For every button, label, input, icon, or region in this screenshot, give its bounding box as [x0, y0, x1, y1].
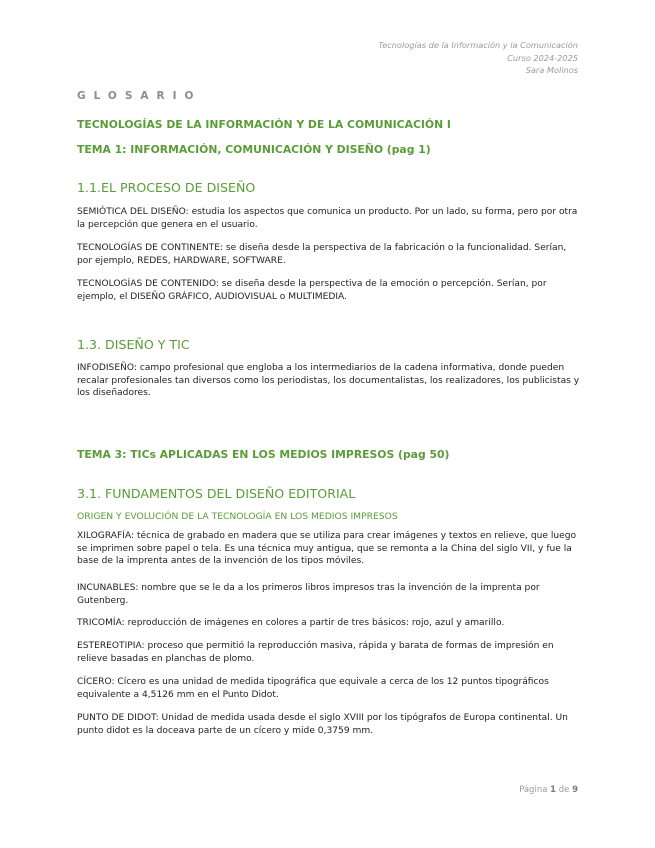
glossary-entry-tecnologias-continente: TECNOLOGÍAS DE CONTINENTE: se diseña desde la perspectiva de la fabricación o la funcionalidad. Serían, por ejemplo, REDES, HARDWARE, SOFTWARE.	[77, 243, 567, 266]
section-1-3-heading: 1.3. DISEÑO Y TIC	[77, 337, 190, 352]
tema3-heading: TEMA 3: TICs APLICADAS EN LOS MEDIOS IMPRESOS (pag 50)	[77, 448, 450, 461]
glossary-entry-semiotica: SEMIÓTICA DEL DISEÑO: estudia los aspectos que comunica un producto. Por un lado, su forma, pero por otra la percepción que genera en el usuario.	[77, 207, 578, 230]
glossary-entry-cicero: CÍCERO: Cícero es una unidad de medida tipográfica que equivale a cerca de los 12 puntos tipográficos equivalente a 4,5126 mm en el Punto Didot.	[77, 677, 549, 700]
page-total: 9	[572, 785, 578, 795]
section-3-1-heading: 3.1. FUNDAMENTOS DEL DISEÑO EDITORIAL	[77, 486, 356, 501]
glossary-entry-estereotipia: ESTEREOTIPIA: proceso que permitió la reproducción masiva, rápida y barata de formas de impresión en relieve basadas en planchas de plomo.	[77, 641, 554, 664]
tema1-heading: TEMA 1: INFORMACIÓN, COMUNICACIÓN Y DISEÑO (pag 1)	[77, 143, 431, 156]
glossary-entry-infodiseno: INFODISEÑO: campo profesional que engloba a los intermediarios de la cadena informativa, donde pueden recalar profesionales tan diversos como los periodistas, los documentalistas, los realizadores, los publicistas y los diseñadores.	[77, 363, 580, 399]
header-author: Sara Molinos	[525, 65, 578, 75]
page-word: Página	[519, 785, 548, 795]
glossary-entry-tricomia: TRICOMÍA: reproducción de imágenes en colores a partir de tres básicos: rojo, azul y amarillo.	[77, 618, 505, 628]
glossary-entry-tecnologias-contenido: TECNOLOGÍAS DE CONTENIDO: se diseña desde la perspectiva de la emoción o percepción. Serían, por ejemplo, el DISEÑO GRÁFICO, AUDIOVISUAL o MULTIMEDIA.	[77, 279, 547, 302]
subject-title: TECNOLOGÍAS DE LA INFORMACIÓN Y DE LA COMUNICACIÓN I	[77, 118, 451, 131]
page-current: 1	[550, 785, 557, 795]
glossary-title: GLOSARIO	[77, 90, 202, 102]
glossary-entry-incunables: INCUNABLES: nombre que se le da a los primeros libros impresos tras la invención de la imprenta por Gutenberg.	[77, 583, 540, 606]
header-course-name: Tecnologías de la Información y la Comunicación	[378, 40, 578, 50]
section-1-1-heading: 1.1.EL PROCESO DE DISEÑO	[77, 180, 256, 195]
page-footer	[519, 785, 578, 795]
page-of: de	[558, 785, 570, 795]
subsection-origen-heading: ORIGEN Y EVOLUCIÓN DE LA TECNOLOGÍA EN LOS MEDIOS IMPRESOS	[77, 511, 398, 522]
document-header	[378, 39, 578, 77]
glossary-entry-punto-didot: PUNTO DE DIDOT: Unidad de medida usada desde el siglo XVIII por los tipógrafos de Europa continental. Un punto didot es la doceava parte de un cícero y mide 0,3759 mm.	[77, 713, 568, 736]
glossary-entry-xilografia: XILOGRAFÍA: técnica de grabado en madera que se utiliza para crear imágenes y textos en relieve, que luego se imprimen sobre papel o tela. Es una técnica muy antigua, que se remonta a la China del siglo VII, y fue la base de la imprenta antes de la invención de los tipos móviles.	[77, 531, 577, 567]
header-course-year: Curso 2024-2025	[507, 52, 578, 63]
